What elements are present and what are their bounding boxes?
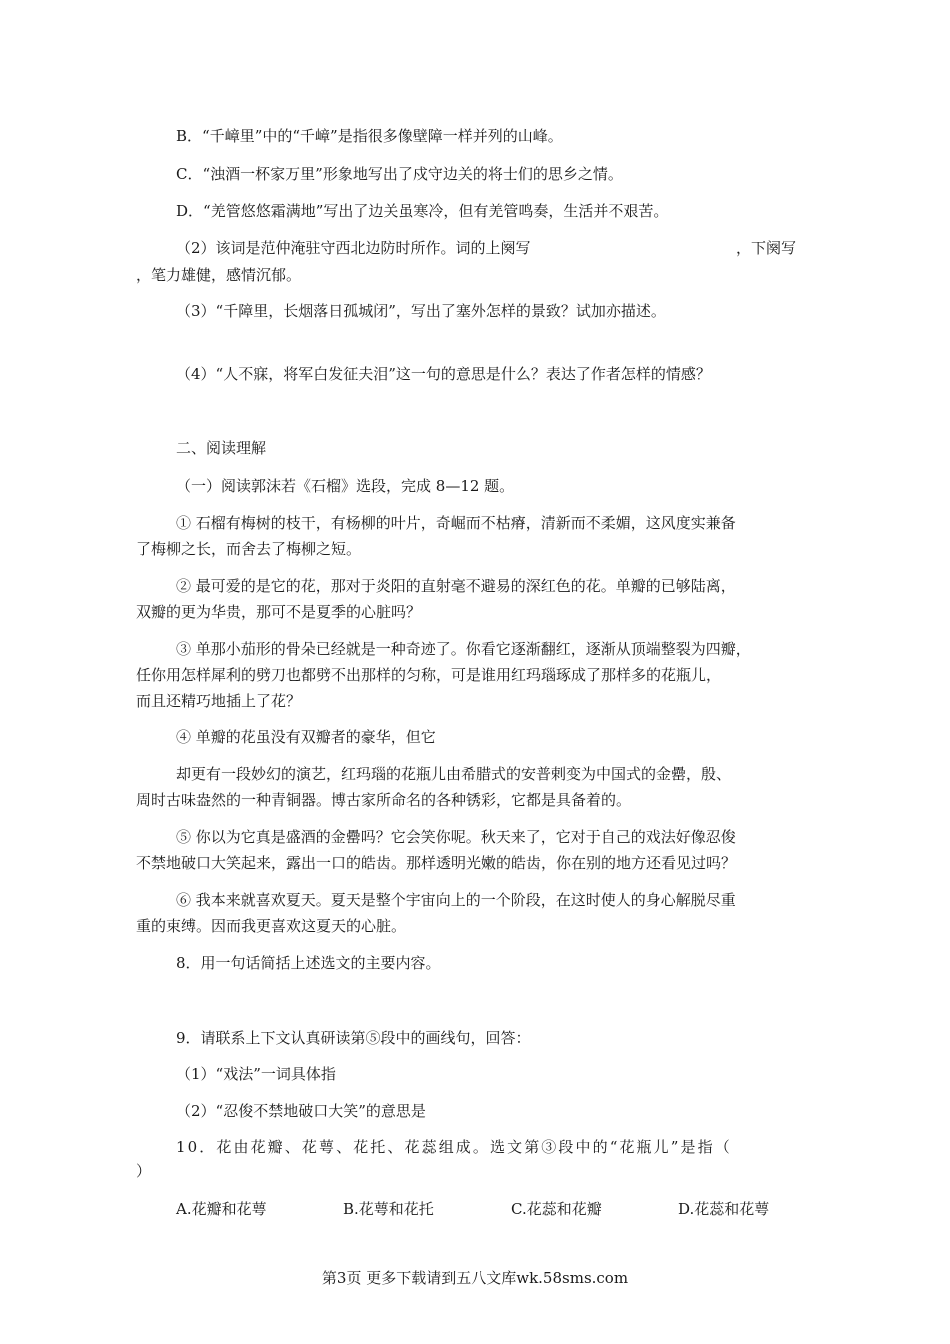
question-2-blank-end: ，下阕写 xyxy=(736,239,797,257)
question-2-line-2: ，笔力雄健，感情沉郁。 xyxy=(136,266,302,284)
option-c-text: C．“浊酒一杯家万里”形象地写出了戍守边关的将士们的思乡之情。 xyxy=(176,165,623,183)
reading-intro: （一）阅读郭沫若《石榴》选段，完成 8—12 题。 xyxy=(176,477,515,495)
choice-c: C.花蕊和花瓣 xyxy=(511,1200,602,1218)
choice-b: B.花萼和花托 xyxy=(343,1200,434,1218)
section-heading: 二、阅读理解 xyxy=(176,439,267,457)
option-d-text: D．“羌管悠悠霜满地”写出了边关虽寒冷，但有羌管鸣奏，生活并不艰苦。 xyxy=(176,202,669,220)
question-10-line-1: 10．花由花瓣、花萼、花托、花蕊组成。选文第③段中的“花瓶儿”是指（ xyxy=(176,1138,732,1156)
question-8: 8．用一句话简括上述选文的主要内容。 xyxy=(176,954,441,972)
paragraph-4-line-3: 周时古味盎然的一种青铜器。博古家所命名的各种锈彩，它都是具备着的。 xyxy=(136,791,632,809)
page-footer: 第3页 更多下载请到五八文库wk.58sms.com xyxy=(321,1269,629,1287)
option-b-text: B．“千嶂里”中的“千嶂”是指很多像壁障一样并列的山峰。 xyxy=(176,127,563,145)
paragraph-5-line-1: ⑤ 你以为它真是盛酒的金罍吗？它会笑你呢。秋天来了，它对于自己的戏法好像忍俊 xyxy=(176,828,736,846)
paragraph-5-line-2: 不禁地破口大笑起来，露出一口的皓齿。那样透明光嫩的皓齿，你在别的地方还看见过吗？ xyxy=(136,854,737,872)
question-9-part-1: （1）“戏法”一词具体指 xyxy=(176,1065,336,1083)
question-9: 9．请联系上下文认真研读第⑤段中的画线句，回答： xyxy=(176,1029,531,1047)
choice-d: D.花蕊和花萼 xyxy=(678,1200,770,1218)
paragraph-3-line-3: 而且还精巧地插上了花？ xyxy=(136,692,302,710)
paragraph-4-line-1: ④ 单瓣的花虽没有双瓣者的豪华，但它 xyxy=(176,728,436,746)
paragraph-1-line-2: 了梅柳之长，而舍去了梅柳之短。 xyxy=(136,540,362,558)
paragraph-3-line-1: ③ 单那小茄形的骨朵已经就是一种奇迹了。你看它逐渐翻红，逐渐从顶端整裂为四瓣， xyxy=(176,640,751,658)
paragraph-3-line-2: 任你用怎样犀利的劈刀也都劈不出那样的匀称，可是谁用红玛瑙琢成了那样多的花瓶儿， xyxy=(136,666,722,684)
paragraph-2-line-2: 双瓣的更为华贵，那可不是夏季的心脏吗？ xyxy=(136,603,422,621)
paragraph-6-line-1: ⑥ 我本来就喜欢夏天。夏天是整个宇宙向上的一个阶段，在这时使人的身心解脱尽重 xyxy=(176,891,736,909)
question-9-part-2: （2）“忍俊不禁地破口大笑”的意思是 xyxy=(176,1102,426,1120)
paragraph-2-line-1: ② 最可爱的是它的花，那对于炎阳的直射毫不避易的深红色的花。单瓣的已够陆离， xyxy=(176,577,736,595)
paragraph-6-line-2: 重的束缚。因而我更喜欢这夏天的心脏。 xyxy=(136,917,407,935)
question-10-line-2: ） xyxy=(136,1162,152,1180)
question-4: （4）“人不寐，将军白发征夫泪”这一句的意思是什么？表达了作者怎样的情感？ xyxy=(176,365,711,383)
paragraph-1-line-1: ① 石榴有梅树的枝干，有杨柳的叶片，奇崛而不枯瘠，清新而不柔媚，这风度实兼备 xyxy=(176,514,736,532)
choice-a: A.花瓣和花萼 xyxy=(176,1200,267,1218)
question-3: （3）“千障里，长烟落日孤城闭”，写出了塞外怎样的景致？试加亦描述。 xyxy=(176,302,666,320)
question-2-line-1: （2）该词是范仲淹驻守西北边防时所作。词的上阕写 xyxy=(176,239,531,257)
paragraph-4-line-2: 却更有一段妙幻的演艺，红玛瑙的花瓶儿由希腊式的安普剌变为中国式的金罍，殷、 xyxy=(176,765,732,783)
